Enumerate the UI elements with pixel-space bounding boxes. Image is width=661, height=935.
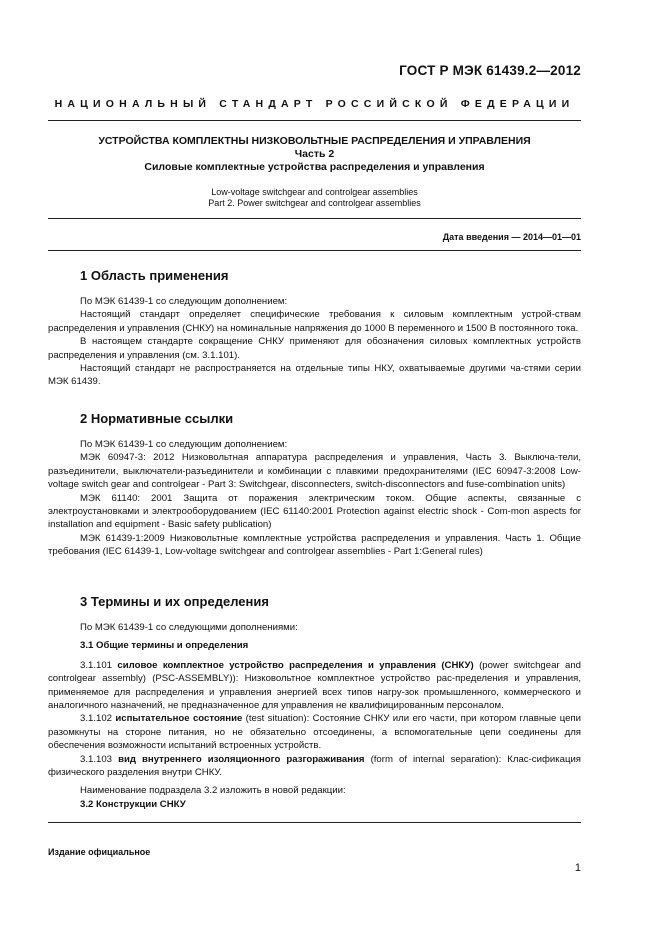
subsection-3-1-heading: 3.1 Общие термины и определения	[80, 640, 249, 652]
header-rule	[48, 120, 581, 121]
term-number: 3.1.103	[80, 753, 113, 765]
term-definition: (power switchgear and controlgear assembly) (PSC-ASSEMBLY)): Низковольтное комплектное устройство рас-пределения и управления, применяемое для распределения и управления энергией всех типов нагру-зок промышленного, коммерческого и аналогичного назначений, не предназначенное для управления не квалифицированным персоналом.	[48, 659, 582, 712]
edition-label: Издание официальное	[48, 847, 151, 857]
section-1-heading: 1 Область применения	[80, 268, 229, 283]
section-1-body	[48, 295, 581, 389]
paragraph: По МЭК 61439-1 со следующим дополнением:	[80, 439, 288, 450]
introduction-date: Дата введения — 2014—01—01	[442, 232, 581, 242]
paragraph: По МЭК 61439-1 со следующими дополнениями:	[80, 622, 298, 633]
subsection-3-2-heading: 3.2 Конструкции СНКУ	[80, 798, 186, 810]
document-code: ГОСТ Р МЭК 61439.2—2012	[399, 63, 581, 78]
term-name: силовое комплектное устройство распределения и управления (СНКУ)	[117, 659, 474, 671]
term-definition: (test situation): Состояние СНКУ или его части, при котором главные цепи разомкнуты на стороне питания, но не обязательно отсоединены, а вспомогательные цепи соединены для обеспечения возможности испытаний встроенных устройств.	[48, 713, 581, 752]
term-definition: (form of internal separation): Клас-сификация физического разделения внутри СНКУ.	[48, 753, 581, 779]
paragraph: По МЭК 61439-1 со следующим дополнением:	[80, 296, 288, 307]
term-number: 3.1.102	[80, 713, 113, 725]
title-rule	[48, 218, 581, 219]
paragraph: В настоящем стандарте сокращение СНКУ применяют для обозначения силовых комплектных устройств распределения и управления (см. 3.1.101).	[48, 336, 581, 361]
paragraph: Настоящий стандарт не распространяется на отдельные типы НКУ, охватываемые другими ча-стями серии МЭК 61439.	[48, 363, 581, 388]
term-3-1-103	[48, 753, 581, 780]
national-standard-banner: НАЦИОНАЛЬНЫЙ СТАНДАРТ РОССИЙСКОЙ ФЕДЕРАЦИИ	[54, 98, 575, 110]
title-ru-main: УСТРОЙСТВА КОМПЛЕКТНЫ НИЗКОВОЛЬТНЫЕ РАСПРЕДЕЛЕНИЯ И УПРАВЛЕНИЯ	[98, 135, 531, 147]
term-name: испытательное состояние	[115, 713, 243, 725]
footer-rule	[48, 822, 581, 823]
intro-rule	[48, 250, 581, 251]
title-ru-sub: Силовые комплектные устройства распределения и управления	[144, 161, 485, 173]
title-en-part: Part 2. Power switchgear and controlgear assemblies	[208, 198, 421, 208]
paragraph: МЭК 60947-3: 2012 Низковольтная аппаратура распределения и управления, Часть 3. Выключа-тели, разъединители, выключатели-разъединители и комбинации с плавкими предохранителями (IEC 60947-3:2008 Low-voltage switch gear and controlgear - Part 3: Switchgear, disconnecters, switch-disconnectors and fuse-combination units)	[48, 452, 581, 491]
paragraph: Наименование подраздела 3.2 изложить в новой редакции:	[80, 785, 346, 797]
term-3-1-101	[48, 659, 581, 713]
paragraph: МЭК 61140: 2001 Защита от поражения электрическим током. Общие аспекты, связанные с электроустановками и электрооборудованием (IEC 61140:2001 Protection against electric shock - Com-mon aspects for installation and equipment - Basic safety publication)	[48, 492, 581, 531]
title-ru-part: Часть 2	[294, 148, 335, 160]
section-2-body	[48, 438, 581, 559]
page-number: 1	[574, 862, 581, 874]
section-3-body	[48, 621, 581, 811]
term-number: 3.1.101	[80, 659, 113, 671]
paragraph: Настоящий стандарт определяет специфические требования к силовым комплектным устрой-ствам распределения и управления (СНКУ) на номинальные напряжения до 1000 В переменного и 1500 В постоянного тока.	[48, 309, 581, 334]
section-3-heading: 3 Термины и их определения	[80, 594, 269, 609]
paragraph: МЭК 61439-1:2009 Низковольтные комплектные устройства распределения и управления. Часть 1. Общие требования (IEC 61439-1, Low-voltage switchgear and controlgear assemblies - Part 1:General rules)	[48, 532, 581, 558]
section-2-heading: 2 Нормативные ссылки	[80, 411, 234, 426]
term-3-1-102	[48, 712, 581, 752]
title-en-main: Low-voltage switchgear and controlgear assemblies	[211, 187, 418, 197]
term-name: вид внутреннего изоляционного разгораживания	[118, 753, 365, 765]
title-block	[48, 135, 581, 209]
